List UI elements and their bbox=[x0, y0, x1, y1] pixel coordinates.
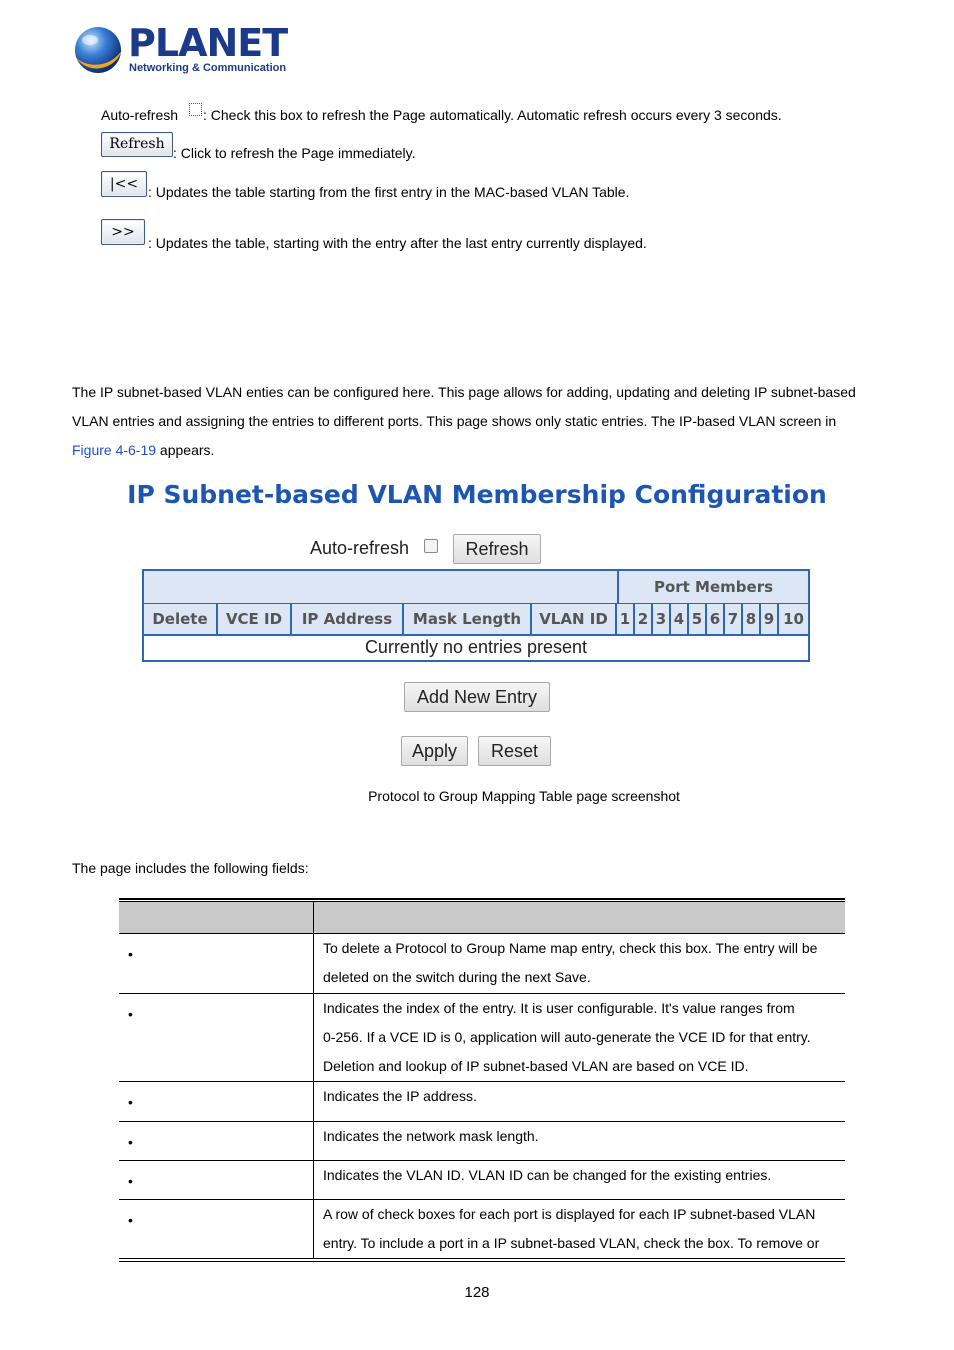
col-port-10: 10 bbox=[779, 604, 808, 634]
col-mask-length: Mask Length bbox=[404, 604, 532, 634]
fields-header-object bbox=[119, 902, 314, 933]
row-desc-line: 0-256. If a VCE ID is 0, application will auto-generate the VCE ID for that entry. bbox=[323, 1029, 811, 1045]
intro-line-1: The IP subnet-based VLAN enties can be configured here. This page allows for adding, updating and deleting IP subnet-based bbox=[72, 384, 856, 400]
row-desc-line: Indicates the VLAN ID. VLAN ID can be changed for the existing entries. bbox=[323, 1167, 772, 1183]
table-row bbox=[119, 1161, 845, 1200]
legend-auto-refresh-desc: : Check this box to refresh the Page automatically. Automatic refresh occurs every 3 seconds. bbox=[203, 107, 782, 123]
legend-first-button[interactable]: |<< bbox=[101, 171, 147, 197]
col-port-8: 8 bbox=[743, 604, 761, 634]
fields-table bbox=[119, 898, 845, 1262]
table-row bbox=[119, 1082, 845, 1122]
table-row bbox=[119, 934, 845, 994]
intro-line-3 bbox=[72, 442, 214, 458]
fields-table-header bbox=[119, 901, 845, 933]
col-port-5: 5 bbox=[689, 604, 707, 634]
ss-auto-refresh-checkbox[interactable] bbox=[424, 539, 438, 553]
col-port-1: 1 bbox=[617, 604, 635, 634]
figure-caption: Protocol to Group Mapping Table page screenshot bbox=[368, 788, 680, 804]
col-vlan-id: VLAN ID bbox=[532, 604, 617, 634]
page-number: 128 bbox=[464, 1284, 490, 1301]
ss-refresh-button[interactable]: Refresh bbox=[453, 534, 541, 564]
row-desc-line: To delete a Protocol to Group Name map entry, check this box. The entry will be bbox=[323, 940, 818, 956]
col-port-2: 2 bbox=[635, 604, 653, 634]
figure-link[interactable]: Figure 4-6-19 bbox=[72, 442, 157, 458]
row-bullet: • bbox=[128, 1212, 133, 1228]
empty-row-message: Currently no entries present bbox=[144, 634, 808, 660]
logo-wordmark: PLANET bbox=[128, 21, 288, 65]
row-bullet: • bbox=[128, 1094, 133, 1110]
col-delete: Delete bbox=[144, 604, 218, 634]
col-vce-id: VCE ID bbox=[218, 604, 292, 634]
table-row bbox=[119, 994, 845, 1082]
table-header-top bbox=[144, 571, 808, 604]
legend-auto-refresh-checkbox[interactable] bbox=[189, 103, 202, 116]
intro-line-2: VLAN entries and assigning the entries to different ports. This page shows only static entries. The IP-based VLAN screen in bbox=[72, 413, 837, 429]
table-row bbox=[119, 1122, 845, 1161]
col-port-6: 6 bbox=[707, 604, 725, 634]
port-members-header: Port Members bbox=[617, 571, 808, 603]
legend-first-desc: : Updates the table starting from the first entry in the MAC-based VLAN Table. bbox=[148, 184, 630, 200]
row-desc-line: Deletion and lookup of IP subnet-based VLAN are based on VCE ID. bbox=[323, 1058, 749, 1074]
row-desc-line: A row of check boxes for each port is displayed for each IP subnet-based VLAN bbox=[323, 1206, 816, 1222]
col-port-7: 7 bbox=[725, 604, 743, 634]
row-desc-line: Indicates the IP address. bbox=[323, 1088, 477, 1104]
fields-intro: The page includes the following fields: bbox=[72, 860, 309, 876]
row-bullet: • bbox=[128, 946, 133, 962]
reset-button[interactable]: Reset bbox=[478, 736, 551, 766]
legend-auto-refresh-label: Auto-refresh bbox=[101, 107, 179, 123]
row-desc-line: Indicates the network mask length. bbox=[323, 1128, 539, 1144]
ip-subnet-vlan-table bbox=[142, 569, 810, 662]
col-ip-address: IP Address bbox=[292, 604, 404, 634]
globe-icon bbox=[72, 24, 124, 76]
legend-next-button[interactable]: >> bbox=[101, 219, 145, 245]
row-desc-line: entry. To include a port in a IP subnet-based VLAN, check the box. To remove or bbox=[323, 1235, 820, 1251]
row-desc-line: Indicates the index of the entry. It is user configurable. It's value ranges from bbox=[323, 1000, 795, 1016]
ss-auto-refresh-label: Auto-refresh bbox=[310, 538, 410, 558]
intro-line-3-rest: appears. bbox=[156, 442, 215, 458]
screenshot-title: IP Subnet-based VLAN Membership Configuration bbox=[127, 480, 827, 509]
planet-logo bbox=[72, 21, 288, 78]
row-bullet: • bbox=[128, 1173, 133, 1189]
add-new-entry-button[interactable]: Add New Entry bbox=[404, 682, 550, 712]
row-bullet: • bbox=[128, 1006, 133, 1022]
col-port-3: 3 bbox=[653, 604, 671, 634]
col-port-4: 4 bbox=[671, 604, 689, 634]
row-desc-line: deleted on the switch during the next Save. bbox=[323, 969, 591, 985]
legend-refresh-button[interactable]: Refresh bbox=[101, 132, 173, 157]
apply-button[interactable]: Apply bbox=[401, 736, 468, 766]
fields-header-description bbox=[314, 902, 845, 933]
logo-tagline: Networking & Communication bbox=[129, 62, 287, 74]
row-bullet: • bbox=[128, 1134, 133, 1150]
legend-next-desc: : Updates the table, starting with the entry after the last entry currently displayed. bbox=[148, 235, 647, 251]
table-row bbox=[119, 1200, 845, 1259]
legend-refresh-desc: : Click to refresh the Page immediately. bbox=[173, 145, 416, 161]
col-port-9: 9 bbox=[761, 604, 779, 634]
